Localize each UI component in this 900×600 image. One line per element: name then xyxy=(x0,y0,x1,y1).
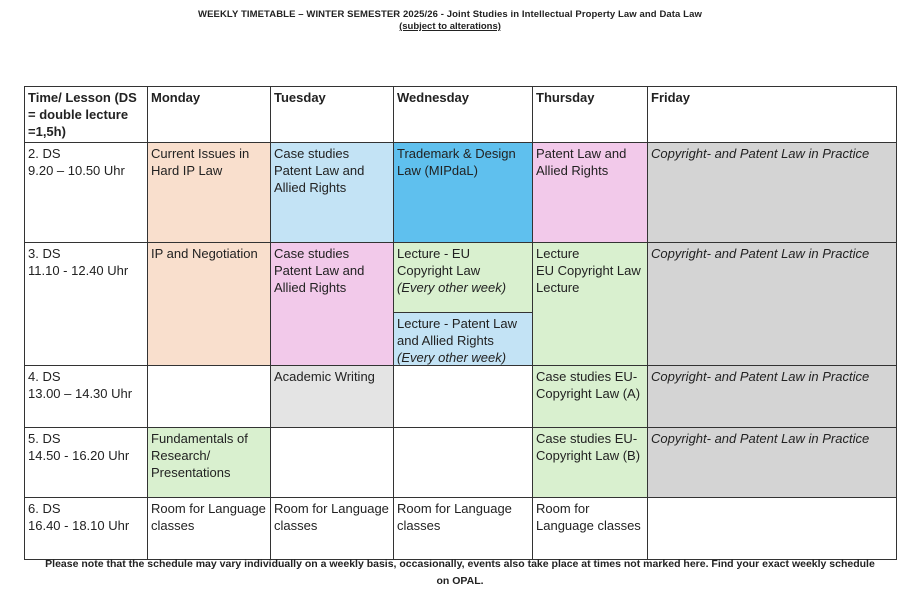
slot-time: 11.10 - 12.40 Uhr xyxy=(28,263,129,278)
tuesday-cell xyxy=(271,428,394,498)
footer-note: Please note that the schedule may vary individually on a weekly basis, occasionally, events also take place at times not marked here. Find your exact weekly schedule on OPAL. xyxy=(45,558,875,587)
thursday-line-2: EU Copyright Law xyxy=(536,263,641,278)
slot-label: 4. DS xyxy=(28,369,61,384)
slot-label: 6. DS xyxy=(28,501,61,516)
column-header-wednesday: Wednesday xyxy=(394,87,533,143)
wednesday-cell: Room for Language classes xyxy=(394,498,533,560)
monday-cell: Room for Language classes xyxy=(148,498,271,560)
table-row xyxy=(25,498,897,560)
slot-time: 14.50 - 16.20 Uhr xyxy=(28,448,130,463)
tuesday-cell: Academic Writing xyxy=(271,366,394,428)
wednesday-cell xyxy=(394,366,533,428)
document-subtitle: (subject to alterations) xyxy=(399,21,501,32)
lecture-note: (Every other week) xyxy=(397,350,507,365)
thursday-line-1: Lecture xyxy=(536,246,580,261)
column-header-monday: Monday xyxy=(148,87,271,143)
thursday-cell: Case studies EU-Copyright Law (B) xyxy=(533,428,648,498)
time-cell xyxy=(25,498,148,560)
lecture-note: (Every other week) xyxy=(397,280,507,295)
slot-time: 9.20 – 10.50 Uhr xyxy=(28,163,125,178)
monday-cell: Current Issues in Hard IP Law xyxy=(148,143,271,243)
table-row xyxy=(25,143,897,243)
table-row xyxy=(25,243,897,366)
column-header-tuesday: Tuesday xyxy=(271,87,394,143)
tuesday-cell: Room for Language classes xyxy=(271,498,394,560)
friday-cell: Copyright- and Patent Law in Practice xyxy=(648,143,897,243)
time-cell xyxy=(25,243,148,366)
tuesday-cell: Case studies Patent Law and Allied Rights xyxy=(271,143,394,243)
thursday-cell: Case studies EU-Copyright Law (A) xyxy=(533,366,648,428)
document-title: WEEKLY TIMETABLE – WINTER SEMESTER 2025/26 - Joint Studies in Intellectual Property Law and Data Law xyxy=(198,9,702,20)
slot-label: 2. DS xyxy=(28,146,61,161)
timetable xyxy=(24,86,897,560)
friday-cell: Copyright- and Patent Law in Practice xyxy=(648,243,897,366)
slot-time: 13.00 – 14.30 Uhr xyxy=(28,386,133,401)
friday-cell: Copyright- and Patent Law in Practice xyxy=(648,366,897,428)
document-header xyxy=(0,9,900,32)
wednesday-split-bottom xyxy=(394,313,532,365)
column-header-time: Time/ Lesson (DS = double lecture =1,5h) xyxy=(25,87,148,143)
thursday-cell: Patent Law and Allied Rights xyxy=(533,143,648,243)
monday-cell: Fundamentals of Research/ Presentations xyxy=(148,428,271,498)
wednesday-split-top xyxy=(394,243,532,313)
wednesday-cell: Trademark & Design Law (MIPdaL) xyxy=(394,143,533,243)
slot-label: 5. DS xyxy=(28,431,61,446)
header-row xyxy=(25,87,897,143)
column-header-friday: Friday xyxy=(648,87,897,143)
table-row xyxy=(25,366,897,428)
lecture-title: Lecture - EU Copyright Law xyxy=(397,246,481,278)
column-header-thursday: Thursday xyxy=(533,87,648,143)
slot-label: 3. DS xyxy=(28,246,61,261)
lecture-title: Lecture - Patent Law and Allied Rights xyxy=(397,316,517,348)
tuesday-cell: Case studies Patent Law and Allied Rights xyxy=(271,243,394,366)
thursday-cell xyxy=(533,243,648,366)
table-row xyxy=(25,428,897,498)
slot-time: 16.40 - 18.10 Uhr xyxy=(28,518,130,533)
friday-cell xyxy=(648,498,897,560)
time-cell xyxy=(25,366,148,428)
time-cell xyxy=(25,143,148,243)
time-cell xyxy=(25,428,148,498)
monday-cell xyxy=(148,366,271,428)
friday-cell: Copyright- and Patent Law in Practice xyxy=(648,428,897,498)
monday-cell: IP and Negotiation xyxy=(148,243,271,366)
wednesday-cell xyxy=(394,243,533,366)
thursday-cell: Room for Language classes xyxy=(533,498,648,560)
wednesday-cell xyxy=(394,428,533,498)
thursday-line-3: Lecture xyxy=(536,280,580,295)
